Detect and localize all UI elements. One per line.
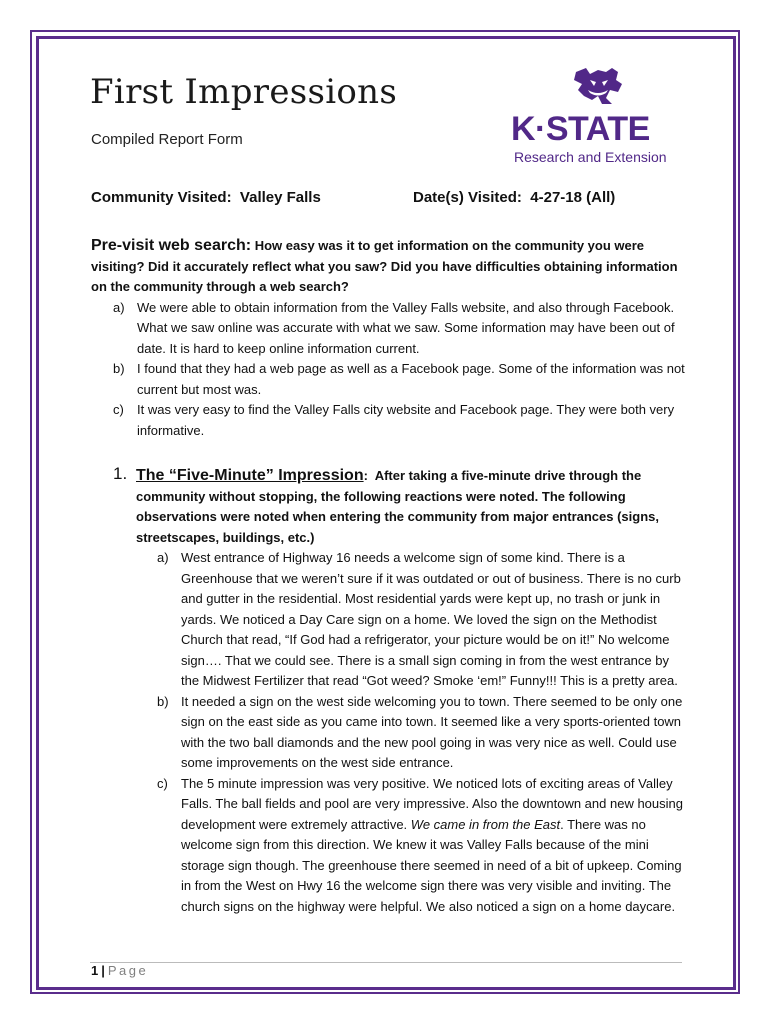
community-visited — [91, 189, 321, 206]
list-marker: b) — [157, 693, 169, 709]
five-minute-answers — [135, 548, 685, 917]
answer-text: It was very easy to find the Valley Falls city website and Facebook page. They were both very informative. — [137, 402, 675, 438]
community-value: Valley Falls — [239, 189, 321, 206]
footer-divider — [90, 962, 682, 963]
five-minute-answers-wrap — [91, 548, 685, 917]
answer-text: We were able to obtain information from the Valley Falls website, and also through Facebook. What we saw online was accurate with what we saw. Some information may have been out of date. It is hard to keep online information current. — [137, 299, 675, 356]
dates-visited — [413, 189, 615, 206]
list-marker: c) — [113, 402, 124, 417]
list-marker: b) — [113, 361, 125, 376]
five-minute-heading: The “Five-Minute” Impression — [136, 467, 364, 484]
five-minute-heading-block — [91, 466, 685, 548]
powercat-icon — [572, 66, 624, 106]
logo-tagline: Research and Extension — [514, 149, 667, 165]
pre-visit-heading: Pre-visit web search: — [91, 237, 252, 254]
answer-text-continued: . There was no welcome sign from this direction. We knew it was Valley Falls because of the mini storage sign though. The greenhouse there seemed in need of a bit of upkeep. Coming in from the West on Hwy 16 the welcome sign there was very visible and inviting. The church signs on the highway were helpful. We also noticed a sign on a home daycare. — [181, 816, 682, 914]
dates-value: 4-27-18 (All) — [530, 189, 616, 206]
heading-colon: : — [363, 468, 368, 483]
answer-text: I found that they had a web page as well as a Facebook page. Some of the information was not current but most was. — [137, 361, 685, 397]
list-item — [91, 359, 685, 400]
pre-visit-section — [91, 236, 685, 441]
page-number: 1 — [91, 963, 99, 978]
page-title: First Impressions — [90, 72, 398, 112]
section-number: 1. — [113, 464, 128, 483]
list-item — [91, 400, 685, 441]
five-minute-prompt: After taking a five-minute drive through the community without stopping, the following reactions were noted. The following observations were noted when entering the community from major entrances (signs, streetscapes, buildings, etc.) — [136, 468, 659, 545]
answer-text: It needed a sign on the west side welcoming you to town. There seemed to be only one sign on the east side as you came into town. It seemed like a very sports-oriented town with the two ball diamonds and the new pool going in was very nice as well. Could use some improvements on the west side entrance. — [181, 693, 683, 770]
logo-wordmark: K·STATE — [511, 110, 650, 148]
answer-text: West entrance of Highway 16 needs a welcome sign of some kind. There is a Greenhouse that we weren’t sure if it was outdated or out of business. There is no curb and gutter in the residential. Most residential yards were kept up, no trash or junk in yards. We noticed a Day Care sign on a home. We loved the sign on the Methodist Church that read, “If God had a refrigerator, your picture would be on it!” No welcome sign…. That we could see. There is a small sign coming in from the west entrance by the Midwest Fertilizer that read “Got weed? Smoke ‘em!” Funny!!! This is a pretty area. — [181, 550, 681, 688]
list-marker: a) — [157, 550, 169, 565]
list-item — [135, 774, 685, 918]
pre-visit-question: How easy was it to get information on the community you were visiting? Did it accurately reflect what you saw? Did you have difficulties obtaining information on the community through a web search? — [91, 238, 678, 294]
list-item — [135, 692, 685, 774]
answer-text-italic: We came in from the East — [410, 816, 561, 832]
list-marker: c) — [157, 775, 168, 791]
footer-separator: | — [101, 963, 105, 978]
list-item — [135, 548, 685, 692]
page-footer — [91, 963, 148, 978]
page-subtitle: Compiled Report Form — [91, 131, 243, 148]
answer-text: The 5 minute impression was very positive. We noticed lots of exciting areas of Valley Falls. The ball fields and pool are very impressive. Also the downtown and new housing development were extremely attractive. — [181, 775, 683, 832]
page-label: Page — [107, 963, 149, 978]
five-minute-section — [91, 466, 685, 917]
list-item — [91, 298, 685, 360]
pre-visit-answers — [91, 298, 685, 442]
list-marker: a) — [113, 299, 125, 315]
community-label: Community Visited: — [91, 189, 232, 206]
dates-label: Date(s) Visited: — [413, 189, 522, 206]
pre-visit-question-block — [91, 236, 685, 298]
kstate-logo — [508, 66, 688, 170]
